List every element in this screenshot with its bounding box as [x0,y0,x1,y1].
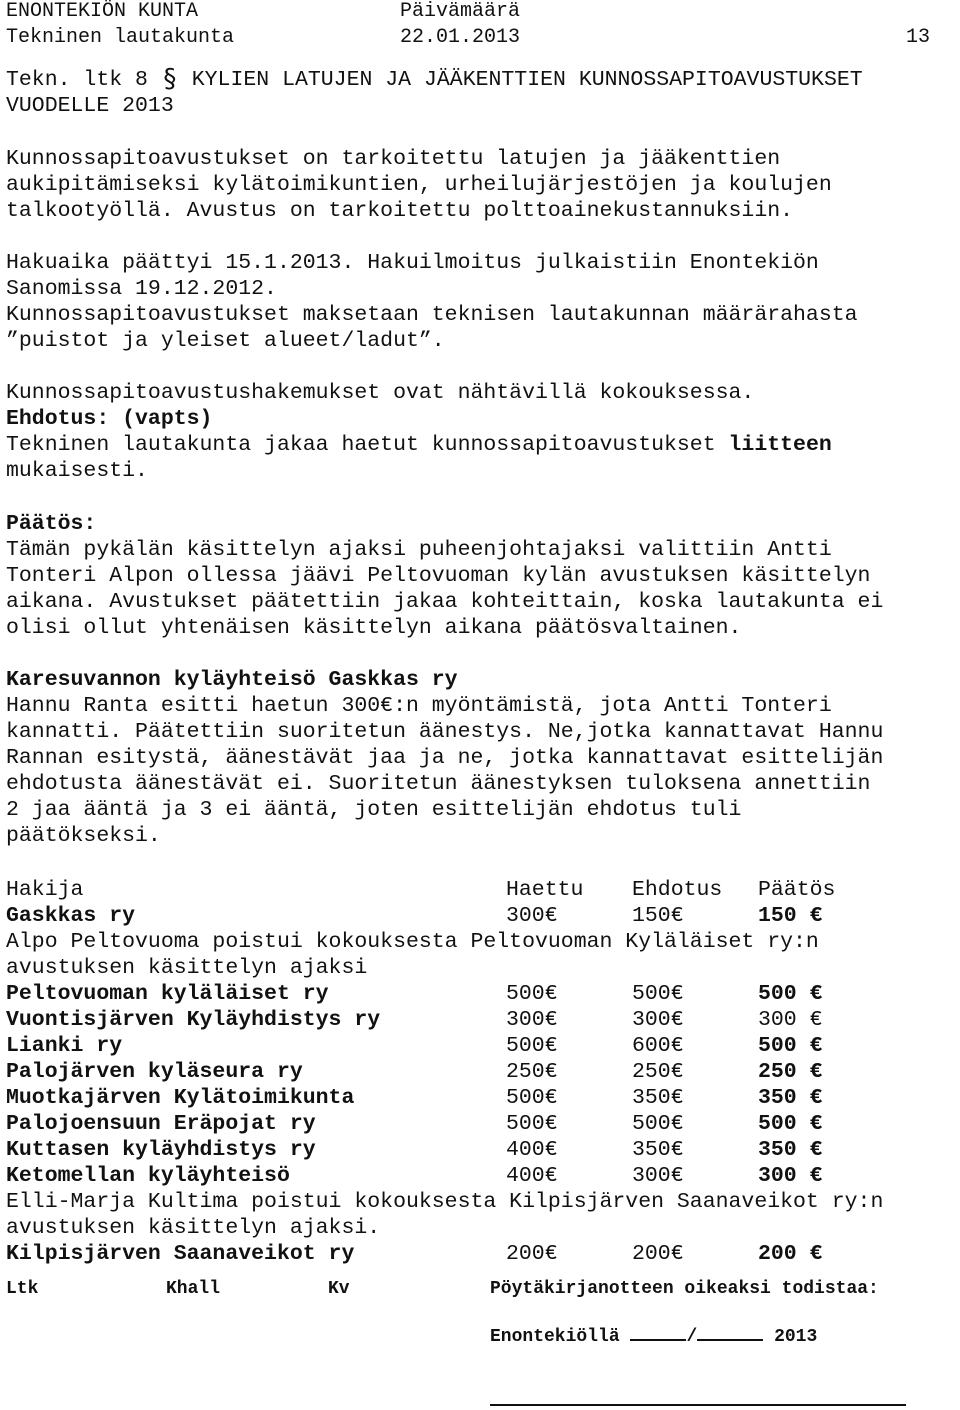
applicant-name: Kuttasen kyläyhdistys ry [6,1138,316,1162]
day-blank[interactable] [630,1321,686,1341]
intro-line: aukipitämiseksi kylätoimikuntien, urheilujärjestöjen ja koulujen [6,173,832,197]
applicant-name: Gaskkas ry [6,904,136,928]
proposed-amount: 500€ [632,982,684,1006]
decided-amount: 500 € [758,1034,823,1058]
vote-line: Rannan esitystä, äänestävät jaa ja ne, jotka kannattavat esittelijän [6,746,884,770]
application-line: Hakuaika päättyi 15.1.2013. Hakuilmoitus julkaistiin Enontekiön [6,251,819,275]
title-line-1: KYLIEN LATUJEN JA JÄÄKENTTIEN KUNNOSSAPITOAVUSTUKSET [191,68,863,92]
proposed-amount: 350€ [632,1086,684,1110]
decision-line: Tämän pykälän käsittelyn ajaksi puheenjohtajaksi valittiin Antti [6,538,832,562]
proposed-amount: 500€ [632,1112,684,1136]
footer-kv: Kv [328,1279,350,1299]
month-blank[interactable] [697,1321,763,1341]
decision-line: olisi ollut yhtenäisen käsittelyn aikana päätösvaltainen. [6,616,742,640]
decided-amount: 200 € [758,1242,823,1266]
applied-amount: 500€ [506,982,558,1006]
applied-amount: 250€ [506,1060,558,1084]
col-header-applicant: Hakija [6,878,84,902]
decision-line: aikana. Avustukset päätettiin jakaa kohteittain, koska lautakunta ei [6,590,884,614]
applicant-name: Palojärven kyläseura ry [6,1060,303,1084]
footer-slash: / [686,1327,698,1347]
decided-amount: 500 € [758,982,823,1006]
col-header-decided: Päätös [758,878,836,902]
footer-certify: Pöytäkirjanotteen oikeaksi todistaa: [490,1279,879,1299]
applied-amount: 300€ [506,904,558,928]
title-line-2: VUODELLE 2013 [6,94,174,118]
applied-amount: 500€ [506,1086,558,1110]
table-note-line: Elli-Marja Kultima poistui kokouksesta Kilpisjärven Saanaveikot ry:n [6,1190,884,1214]
page-number: 13 [906,26,931,49]
board-name: Tekninen lautakunta [6,26,235,49]
proposal-label: Ehdotus: (vapts) [6,407,213,431]
applicant-name: Palojoensuun Eräpojat ry [6,1112,316,1136]
applied-amount: 400€ [506,1164,558,1188]
proposed-amount: 150€ [632,904,684,928]
applicant-name: Lianki ry [6,1034,123,1058]
vote-line: päätökseksi. [6,824,161,848]
footer-place-date [490,1321,817,1348]
intro-line: Kunnossapitoavustukset on tarkoitettu latujen ja jääkenttien [6,147,781,171]
application-line: Sanomissa 19.12.2012. [6,277,277,301]
section-title [6,66,863,93]
col-header-applied: Haettu [506,878,584,902]
applicant-name: Vuontisjärven Kyläyhdistys ry [6,1008,381,1032]
proposed-amount: 350€ [632,1138,684,1162]
date-label: Päivämäärä [400,0,521,23]
decision-line: Tonteri Alpon ollessa jäävi Peltovuoman kylän avustuksen käsittelyn [6,564,871,588]
decided-amount: 500 € [758,1112,823,1136]
decided-amount: 350 € [758,1086,823,1110]
table-note-line: avustuksen käsittelyn ajaksi. [6,1216,381,1240]
application-line: Kunnossapitoavustukset maksetaan teknisen lautakunnan määrärahasta [6,303,858,327]
org-name: ENONTEKIÖN KUNTA [6,0,199,23]
applied-amount: 300€ [506,1008,558,1032]
applied-amount: 500€ [506,1034,558,1058]
applied-amount: 400€ [506,1138,558,1162]
table-note-line: avustuksen käsittelyn ajaksi [6,956,368,980]
proposed-amount: 300€ [632,1008,684,1032]
applicant-name: Peltovuoman kyläläiset ry [6,982,329,1006]
applicant-name: Muotkajärven Kylätoimikunta [6,1086,355,1110]
intro-line: talkootyöllä. Avustus on tarkoitettu polttoainekustannuksiin. [6,199,794,223]
decided-amount: 250 € [758,1060,823,1084]
decision-label: Päätös: [6,512,97,536]
proposed-amount: 300€ [632,1164,684,1188]
available-note: Kunnossapitoavustushakemukset ovat nähtävillä kokouksessa. [6,381,755,405]
section-sign-icon: § [163,64,177,94]
decided-amount: 300 € [758,1164,823,1188]
vote-heading: Karesuvannon kyläyhteisö Gaskkas ry [6,668,458,692]
footer-year: 2013 [774,1327,818,1347]
table-note-line: Alpo Peltovuoma poistui kokouksesta Peltovuoman Kyläläiset ry:n [6,930,819,954]
applicant-name: Ketomellan kyläyhteisö [6,1164,290,1188]
proposed-amount: 200€ [632,1242,684,1266]
footer-ltk: Ltk [6,1279,39,1299]
vote-line: kannatti. Päätettiin suoritetun äänestys. Ne,jotka kannattavat Hannu [6,720,884,744]
footer-place: Enontekiöllä [490,1327,620,1347]
proposal-text-bold: liitteen [728,433,832,457]
meeting-date: 22.01.2013 [400,26,521,49]
decided-amount: 300 € [758,1008,823,1032]
vote-line: 2 jaa ääntä ja 3 ei ääntä, joten esittelijän ehdotus tuli [6,798,742,822]
decided-amount: 150 € [758,904,823,928]
proposal-text [6,432,832,458]
footer-khall: Khall [166,1279,221,1299]
proposal-text-end: mukaisesti. [6,459,148,483]
proposed-amount: 250€ [632,1060,684,1084]
signature-line[interactable] [490,1404,906,1406]
applicant-name: Kilpisjärven Saanaveikot ry [6,1242,355,1266]
applied-amount: 200€ [506,1242,558,1266]
applied-amount: 500€ [506,1112,558,1136]
application-line: ”puistot ja yleiset alueet/ladut”. [6,329,445,353]
col-header-proposed: Ehdotus [632,878,723,902]
decided-amount: 350 € [758,1138,823,1162]
proposed-amount: 600€ [632,1034,684,1058]
section-prefix: Tekn. ltk 8 [6,68,148,92]
proposal-text-main: Tekninen lautakunta jakaa haetut kunnossapitoavustukset [6,433,729,457]
vote-line: Hannu Ranta esitti haetun 300€:n myöntämistä, jota Antti Tonteri [6,694,832,718]
vote-line: ehdotusta äänestävät ei. Suoritetun äänestyksen tuloksena annettiin [6,772,871,796]
